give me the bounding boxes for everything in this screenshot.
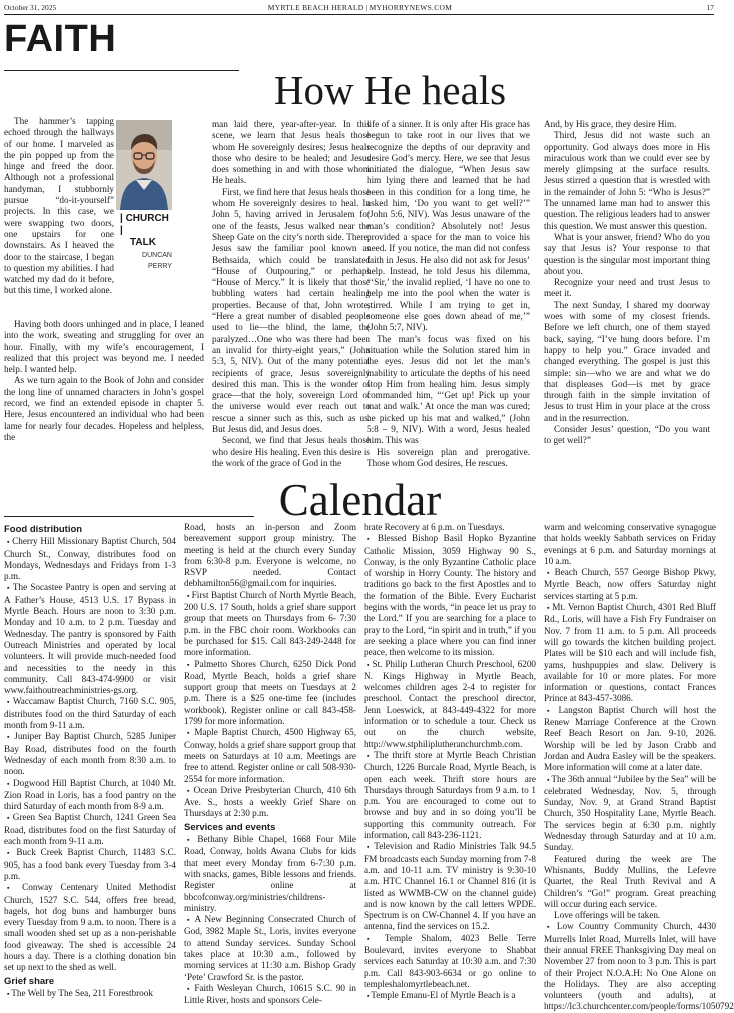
calendar-item: ▪ Dogwood Hill Baptist Church, at 1040 Mt. Zion Road in Loris, has a food pantry on the third Saturday of each month from 8-9 a.m. (4, 778, 176, 813)
article-column-2 (212, 119, 370, 468)
calendar-item: ▪ Bethany Bible Chapel, 1668 Four Mile Road, Conway, holds Awana Clubs for kids that meet every Monday from 6-7:30 p.m. with snacks, games, Bible lessons and friends. Register online at bbcofconway.org/ministries/childrens-ministry. (184, 834, 356, 914)
article-paragraph: Recognize your need and trust Jesus to meet it. (544, 277, 710, 299)
calendar-item: ▪ A New Beginning Consecrated Church of God, 3982 Maple St., Loris, invites everyone to attend Sunday services. Sunday School takes place at 10:30 a.m., followed by morning services at 11:30 a.m. Bishop Grady ‘Pete’ Crawford Sr. is the pastor. (184, 914, 356, 983)
calendar-headline: Calendar (278, 475, 442, 525)
calendar-item: ▪ Conway Centenary United Methodist Church, 1527 S.C. 544, offers free bread, bagels, hot dog buns and hamburger buns every Tuesday from 9 a.m. to noon. There is a small wooden shed set up as a non-perishable food giveaway. The shed is accessible 24 hours a day. There is a clothing donation bin set up next to the shed as well. (4, 882, 176, 973)
article-paragraph: Third, Jesus did not waste such an opportunity. God always does more in His miraculous work than we could ever see by merely glimpsing at the surface results. Jesus stirred a question that is wrestled with in the remainder of John 5: “Who is Jesus?” The unnamed lame man had to answer this question. The religious leaders had to answer this question. We must answer this question. (544, 130, 710, 231)
article-paragraph: Having both doors unhinged and in place, I leaned into the work, sweating and struggling for over an hour. Finally, with my wife’s encouragement, I realized that this project was beyond me. I needed help. I wanted help. (4, 319, 204, 375)
calendar-paragraph: Love offerings will be taken. (554, 910, 661, 921)
author-last-name: PERRY (148, 263, 172, 270)
calendar-column-4 (544, 522, 734, 1012)
calendar-heading-food: Food distribution (4, 524, 83, 535)
folio-paper-name: MYRTLE BEACH HERALD | MYHORRYNEWS.COM (267, 3, 453, 12)
calendar-heading-grief: Grief share (4, 975, 55, 987)
article-paragraph: Second, we find that Jesus heals those who desire His healing. Even this desire is the work of the grace of God in the (212, 435, 370, 468)
article-paragraph: The next Sunday, I shared my doorway woes with some of my closest friends. Before we left church, one of them stayed back, saying, “I’ve hung doors before. I’m happy to help you.” Grace invaded and changed everything. The gospel is just this simple: sin—who we are and what we do that displeases God—is met by grace through faith in the simple invitation of Jesus to trust Him in your place at the cross and in the resurrection. (544, 299, 710, 423)
section-title: FAITH (4, 18, 117, 60)
calendar-column-2 (184, 522, 356, 1007)
article-paragraph: What is your answer, friend? Who do you say that Jesus is? Your response to that question is the singular most important thing about you. (544, 231, 710, 276)
calendar-paragraph: Featured during the week are The Whisnants, Buddy Mullins, the Lefevre Quartet, the Real Truth Revival and A Children’s “Go!” program. Great preaching will occur during each service. (544, 853, 716, 909)
article-column-3 (367, 119, 530, 468)
top-rule (4, 14, 714, 15)
folio-page-number: 17 (706, 3, 714, 12)
article-column-1-bottom (4, 319, 204, 449)
folio-date: October 31, 2025 (4, 3, 57, 12)
calendar-item: ▪ Temple Shalom, 4023 Belle Terre Boulevard, invites everyone to Shabbat services each Saturday at 10:30 a.m. and 7:30 p.m. Call 843-903-6634 or go online to templeshalomyrtlebeach.net. (364, 933, 536, 990)
article-paragraph: First, we find here that Jesus heals those whom He sovereignly desires to heal. In John 5, having arrived in Jerusalem for one of the feasts, Jesus walked near the Sheep Gate on the city’s north side. There, Jesus saw the familiar pool known as Bethsaida, which could be translated “House of Outpouring,” or perhaps “House of Mercy.” It is likely that those bubbling waters had certain healing properties. Because of that, John wrote, “Here a great number of disabled people used to lie—the blind, the lame, the paralyzed…One who was there had been an invalid for thirty-eight years,” (John 5:3, 5, NIV). Out of the many potential recipients of grace, Jesus sovereignly desired this man. This is the wonder of grace—that the holy, sovereign Lord of the universe would ever reach out to rescue a sinner such as this, such as us. But Jesus did, and Jesus does. (212, 186, 370, 435)
calendar-item: ▪ Faith Wesleyan Church, 10615 S.C. 90 in Little River, hosts and sponsors Cele- (184, 983, 356, 1007)
calendar-item: ▪ Low Country Community Church, 4430 Murrells Inlet Road, Murrells Inlet, will have their annual FREE Thanksgiving Day meal on November 27 from noon to 3 p.m. This is part of their Project N.O.A.H: No One Alone on the Holidays. They are also accepting volunteers (youth and adults), at https://lc3.churchcenter.com/people/forms/1050792 (544, 921, 716, 1012)
article-paragraph: Consider Jesus’ question, “Do you want to get well?” (544, 424, 710, 446)
calendar-item: ▪ The 36th annual “Jubilee by the Sea” will be celebrated Wednesday, Nov. 5, through Sunday, Nov. 9, at Grand Strand Baptist Church, 350 Hospitality Lane, Myrtle Beach. The services begin at 6:30 p.m. nightly Wednesday through Saturday and at 10 a.m. Sunday. (544, 774, 716, 854)
calendar-item: ▪ Ocean Drive Presbyterian Church, 410 6th Ave. S., hosts a weekly Grief Share on Thursdays at 2:30 p.m. (184, 785, 356, 820)
calendar-item: ▪ Television and Radio Ministries Talk 94.5 FM broadcasts each Sunday morning from 7-8 a.m. and 10-11 a.m. TV ministry is 9:30-10 a.m. HTC Channel 16.1 or Channel 816 (it is listed as WWMB-CW on the channel guide) and is now known by the call letters WPDE. Spectrum is on CW-Channel 4. If you have an antenna, find the services on 15.2. (364, 841, 536, 932)
calendar-item: ▪ Juniper Bay Baptist Church, 5285 Juniper Bay Road, distributes food on the fourth Wednesday of each month from 8:30 a.m. to noon. (4, 731, 176, 777)
article-column-1-top (4, 116, 114, 319)
calendar-item: ▪ St. Philip Lutheran Church Preschool, 6200 N. Kings Highway in Myrtle Beach, welcomes children ages 2-4 to register for preschool. Contact the preschool director, Jenn Loeswick, at 843-449-4322 for more information or to schedule a tour. Check us out on the church website, http://www.stphiliplutheranchurchmb.com. (364, 659, 536, 750)
article-paragraph: His sovereign plan and prerogative. Those whom God desires, He rescues. (367, 446, 530, 468)
calendar-item: ▪ Waccamaw Baptist Church, 7160 S.C. 905, distributes food on the third Saturday of each month from 9-11 a.m. (4, 696, 176, 731)
article-paragraph: life of a sinner. It is only after His grace has begun to take root in our lives that we recognize the depths of our depravity and desire God’s mercy. Here, we see that Jesus initiated the dialogue, “When Jesus saw him lying there and learned that he had been in this condition for a long time, he asked him, ‘Do you want to get well?’” (John 5:6, NIV). Was Jesus unaware of the man’s condition? Absolutely not! Jesus provided a space for the man to voice his need. If you notice, the man did not confess faith in Jesus. He also did not ask for Jesus’ help. Instead, he told Jesus his dilemma, “‘Sir,’ the invalid replied, ‘I have no one to help me into the pool when the water is stirred. While I am trying to get in, someone else goes down ahead of me,’” (John 5:7, NIV). (367, 119, 530, 333)
article-paragraph: As we turn again to the Book of John and consider the long line of unnamed characters in John’s gospel record, we find an extended episode in chapter 5. Here, Jesus encountered an individual who had been lame for nearly four decades. Hopeless and helpless, the (4, 375, 204, 442)
calendar-heading-services: Services and events (184, 821, 276, 833)
article-paragraph: The hammer’s tapping echoed through the hallways of our home. I marveled as the pin popped up from the hinge and freed the door. Although not a professional handyman, I stubbornly pursue “do-it-yourself” projects. In this case, we were swapping two doors, one upstairs for one downstairs. As I heaved the door to the staircase, I began to question my abilities. I had watched my dad do it before, but this time, I worked alone. (4, 116, 114, 296)
article-paragraph: The man’s focus was fixed on his situation while the Solution stared him in the eyes. Jesus did not let the man’s inability to articulate the depths of his need stop Him from healing him. Jesus simply commanded him, “‘Get up! Pick up your mat and walk.’ At once the man was cured; he picked up his mat and walked,” (John 5:8 – 9, NIV). With a word, Jesus healed him. This was (367, 333, 530, 446)
calendar-item: ▪ First Baptist Church of North Myrtle Beach, 200 U.S. 17 South, holds a grief share support group that meets on Thursdays from 6- 7:30 p.m. in the FBC choir room. Workbooks can be purchased for $15. Call 843-249-2448 for more information. (184, 590, 356, 659)
column-tag-label-church: | CHURCH | (120, 213, 169, 236)
calendar-rule (4, 516, 254, 517)
author-portrait-image (116, 120, 172, 210)
calendar-item: ▪ The thrift store at Myrtle Beach Christian Church, 1226 Burcale Road, Myrtle Beach, is open each week. Thrift store hours are Thursdays through Saturdays from 9 a.m. to 1 p.m. You are encouraged to come out to browse and buy and in so doing you’ll be supporting this community outreach. For information, call 843-236-1121. (364, 750, 536, 841)
calendar-item-continued: warm and welcoming conservative synagogue that holds weekly Sabbath services on Friday evenings at 6 p.m. and Saturday mornings at 10 a.m. (544, 522, 716, 566)
calendar-item: ▪ Mt. Vernon Baptist Church, 4301 Red Bluff Rd., Loris, will have a Fish Fry Fundraiser on Nov. 7 from 11 a.m. to 5 p.m. All proceeds will go towards the kitchen building project. Plates will be $10 each and will include fish, yams, hushpuppies and slaw. Delivery is available for 10 or more plates. For more information or questions, contact Frances Prince at 843-457-3086. (544, 602, 716, 705)
calendar-item: ▪ Blessed Bishop Basil Hopko Byzantine Catholic Mission, 3059 Highway 90 S., Conway, is the only Byzantine Catholic place of worship in Horry County. The history and traditions go back to the first Apostles and to the formation of the Bible. Every Eucharist begins with the words, “in peace let us pray to the Lord.” If you are searching for a place to pray to the Lord, “in spirit and in truth,” if you are seeking a place where you can find inner peace, then welcome to its mission. (364, 533, 536, 658)
calendar-column-3 (364, 522, 536, 1007)
author-photo (116, 120, 172, 210)
calendar-item-continued: Road, hosts an in-person and Zoom bereavement support group ministry. The meeting is held at the church every Sunday from 6:30-8 p.m. Everyone is welcome, no RSVP needed. Contact debhamilton56@gmail.com for inquiries. (184, 522, 356, 589)
calendar-item: ▪ Palmetto Shores Church, 6250 Dick Pond Road, Myrtle Beach, holds a grief share support group that meets on Tuesdays at 2 p.m. There is a $25 one-time fee (includes workbook). Register online or call 843-458-1799 for more information. (184, 659, 356, 728)
article-headline: How He heals (273, 67, 507, 113)
calendar-column-1 (4, 522, 176, 1007)
calendar-item: ▪ Green Sea Baptist Church, 1241 Green Sea Road, distributes food on the first Saturday of each month from 9-11 a.m. (4, 812, 176, 847)
calendar-item-continued: brate Recovery at 6 p.m. on Tuesdays. (364, 522, 505, 532)
article-paragraph: And, by His grace, they desire Him. (544, 119, 677, 129)
calendar-item: ▪ The Well by The Sea, 211 Forestbrook (4, 988, 176, 1000)
calendar-item: ▪ Langston Baptist Church will host the Renew Marriage Conference at the Crown Reef Beach Resort on Jan. 9-10, 2026. Worship will be led by Jason Crabb and Jordan and Audra Easley will be the speakers. More information will come at a later date. (544, 705, 716, 774)
calendar-item: ▪ Cherry Hill Missionary Baptist Church, 504 Church St., Conway, distributes food on Mondays, Wednesdays and Fridays from 1-3 p.m. (4, 536, 176, 582)
calendar-item: ▪ Temple Emanu-El of Myrtle Beach is a (364, 990, 536, 1002)
article-paragraph: man laid there, year-after-year. In this scene, we learn that Jesus heals those whom He sovereignly desires; Jesus heals those who desire to be healed; and Jesus does something in and with those whom He heals. (212, 119, 370, 186)
article-column-4 (544, 119, 710, 454)
calendar-item: ▪ Buck Creek Baptist Church, 11483 S.C. 905, has a food bank every Tuesday from 3-4 p.m. (4, 847, 176, 882)
column-tag-label-talk: TALK (130, 237, 156, 248)
calendar-item: ▪ Beach Church, 557 George Bishop Pkwy, Myrtle Beach, now offers Saturday night services starting at 5 p.m. (544, 567, 716, 602)
calendar-item: ▪ The Socastee Pantry is open and serving at A Father’s House, 4513 U.S. 17 Bypass in Myrtle Beach. Hours are noon to 3:30 p.m. Monday and 10 a.m. to 2 p.m. Tuesday and Wednesday. The pantry is sponsored by Faith Outreach Ministries and operated by local volunteers. It will provide much-needed food and necessities to the needy in this community. Call 843-474-9900 or visit www.faithoutreachministries-gs.org. (4, 582, 176, 696)
calendar-item: ▪ Maple Baptist Church, 4500 Highway 65, Conway, holds a grief share support group that meets on Saturdays at 10 a.m. Meetings are free to attend. Register online or call 508-930-2554 for more information. (184, 727, 356, 784)
column-tag (120, 213, 172, 271)
author-first-name: DUNCAN (142, 252, 172, 259)
